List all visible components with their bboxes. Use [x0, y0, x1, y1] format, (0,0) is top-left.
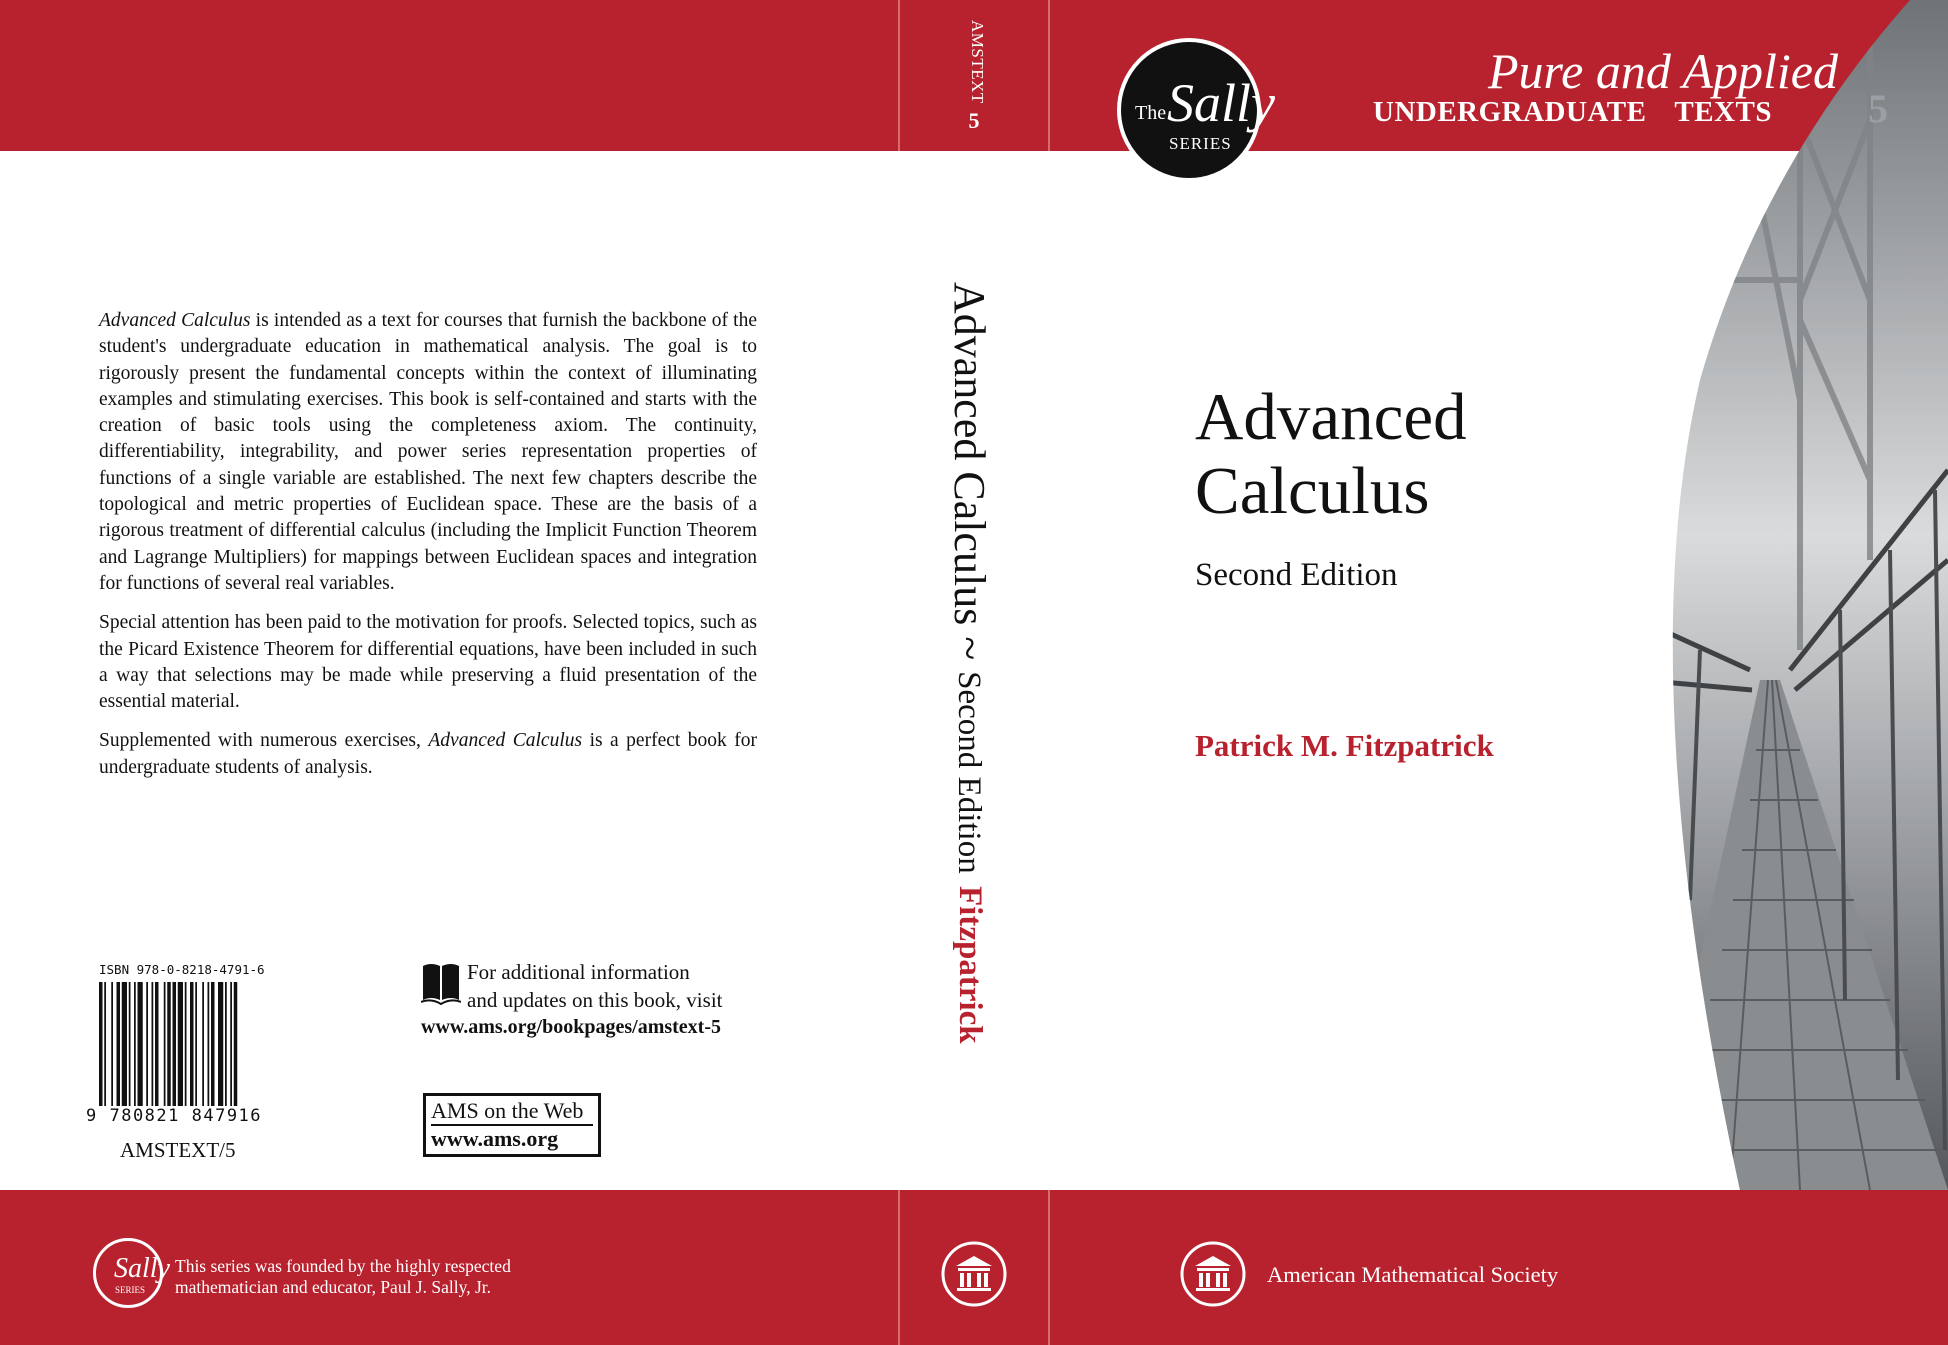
barcode-bar — [111, 982, 113, 1106]
barcode-bar — [202, 982, 204, 1106]
barcode-bar — [178, 982, 183, 1106]
spine-title-text: Advanced Calculus — [945, 282, 994, 626]
blurb-paragraph-3 — [99, 728, 757, 781]
blurb-p1-text: is intended as a text for courses that furnish the backbone of the student's undergraduate education in mathematical analysis. The goal is to rigorously present the fundamental concepts within the context of illuminating examples and stimulating exercises. This book is self-contained and starts with the creation of basic tools using the completeness axiom. The continuity, differentiability, integrability, and power series representation properties of functions of a single variable are established. The next few chapters describe the topological and metric properties of Euclidean space. These are the basis of a rigorous treatment of differential calculus (including the Implicit Function Theorem and Lagrange Multipliers) for mappings between Euclidean spaces and integration for functions of several real variables. — [99, 310, 757, 594]
badge-series: SERIES — [1169, 134, 1232, 153]
barcode-bar — [138, 982, 143, 1106]
front-title-line2: Calculus — [1195, 454, 1430, 528]
barcode-bar — [104, 982, 106, 1106]
series-undergraduate-texts — [1373, 96, 1772, 129]
series-pure-applied: Pure and Applied — [1488, 43, 1838, 99]
ams-on-the-web-box — [423, 1093, 601, 1157]
back-series-code: AMSTEXT/5 — [120, 1138, 236, 1162]
series-undergraduate: UNDERGRADUATE — [1373, 96, 1647, 128]
back-blurb — [99, 308, 757, 794]
spine-series-code: AMSTEXT — [968, 20, 987, 104]
barcode-bar — [152, 982, 154, 1106]
founder-note-line1: This series was founded by the highly respected — [175, 1256, 511, 1276]
barcode-bar — [225, 982, 227, 1106]
barcode-bar — [122, 982, 127, 1106]
barcode-bar — [234, 982, 238, 1106]
additional-info-line2: and updates on this book, visit — [467, 988, 723, 1012]
barcode-bar — [146, 982, 148, 1106]
barcode-bar — [185, 982, 187, 1106]
additional-info-line1: For additional information — [467, 960, 690, 984]
badge-sally: Sally — [1167, 73, 1275, 133]
front-author: Patrick M. Fitzpatrick — [1195, 728, 1494, 763]
barcode-bar — [173, 982, 177, 1106]
ams-web-url: www.ams.org — [431, 1124, 593, 1152]
barcode-digits: 9 780821 847916 — [86, 1106, 263, 1126]
barcode-bar — [155, 982, 159, 1106]
front-edition: Second Edition — [1195, 557, 1398, 593]
front-title-line1: Advanced — [1195, 380, 1467, 454]
series-texts: TEXTS — [1674, 96, 1773, 128]
barcode-bar — [208, 982, 210, 1106]
ams-temple-icon-front — [1179, 1240, 1247, 1308]
blurb-p3-title: Advanced Calculus — [428, 730, 583, 752]
barcode-bar — [164, 982, 166, 1106]
front-title — [1195, 380, 1467, 528]
barcode-graphic — [99, 982, 281, 1106]
spine-divider-right-bottom — [1048, 1190, 1050, 1345]
founder-note-line2: mathematician and educator, Paul J. Sally, Jr. — [175, 1277, 491, 1297]
blurb-paragraph-1 — [99, 308, 757, 597]
ams-temple-icon-spine — [940, 1240, 1008, 1308]
barcode-bar — [230, 982, 232, 1106]
bridge-photo — [1640, 0, 1948, 1190]
spine-divider-left-bottom — [898, 1190, 900, 1345]
additional-info — [467, 958, 723, 1014]
small-logo-sally: Sally — [114, 1253, 170, 1284]
publisher-name: American Mathematical Society — [1267, 1262, 1559, 1287]
front-volume: 5 — [1868, 86, 1888, 131]
barcode-bar — [211, 982, 215, 1106]
blurb-p3-start: Supplemented with numerous exercises, — [99, 730, 429, 752]
spine-edition: Second Edition — [951, 671, 987, 874]
barcode-bar — [167, 982, 171, 1106]
sally-series-badge — [1117, 38, 1275, 182]
barcode-bar — [195, 982, 197, 1106]
blurb-p1-title: Advanced Calculus — [99, 310, 251, 331]
spine-title — [944, 282, 995, 874]
small-logo-series: SERIES — [115, 1285, 146, 1295]
isbn-text: ISBN 978-0-8218-4791-6 — [99, 962, 265, 977]
open-book-icon — [421, 962, 461, 1006]
spine-volume: 5 — [968, 108, 980, 133]
book-page-url: www.ams.org/bookpages/amstext-5 — [421, 1016, 721, 1038]
badge-the: The — [1135, 102, 1167, 124]
series-founder-note — [175, 1256, 511, 1298]
spine-separator: ~ — [945, 636, 994, 661]
spine-divider-right-top — [1048, 0, 1050, 151]
barcode-bar — [129, 982, 131, 1106]
blurb-p3-end: is a perfect book for undergraduate students of analysis. — [99, 730, 757, 778]
ams-on-the-web-label: AMS on the Web — [431, 1098, 584, 1123]
barcode-bar — [134, 982, 136, 1106]
barcode-bar — [218, 982, 223, 1106]
spine-author: Fitzpatrick — [952, 886, 988, 1044]
sally-series-small-logo — [93, 1238, 170, 1308]
spine-divider-left-top — [898, 0, 900, 151]
barcode-bar — [117, 982, 121, 1106]
barcode-bar — [190, 982, 194, 1106]
barcode-bar — [99, 982, 103, 1106]
blurb-paragraph-2: Special attention has been paid to the motivation for proofs. Selected topics, such as the Picard Existence Theorem for differential equations, have been included in such a way that selections may be made while preserving a fluid presentation of the essential material. — [99, 612, 757, 713]
